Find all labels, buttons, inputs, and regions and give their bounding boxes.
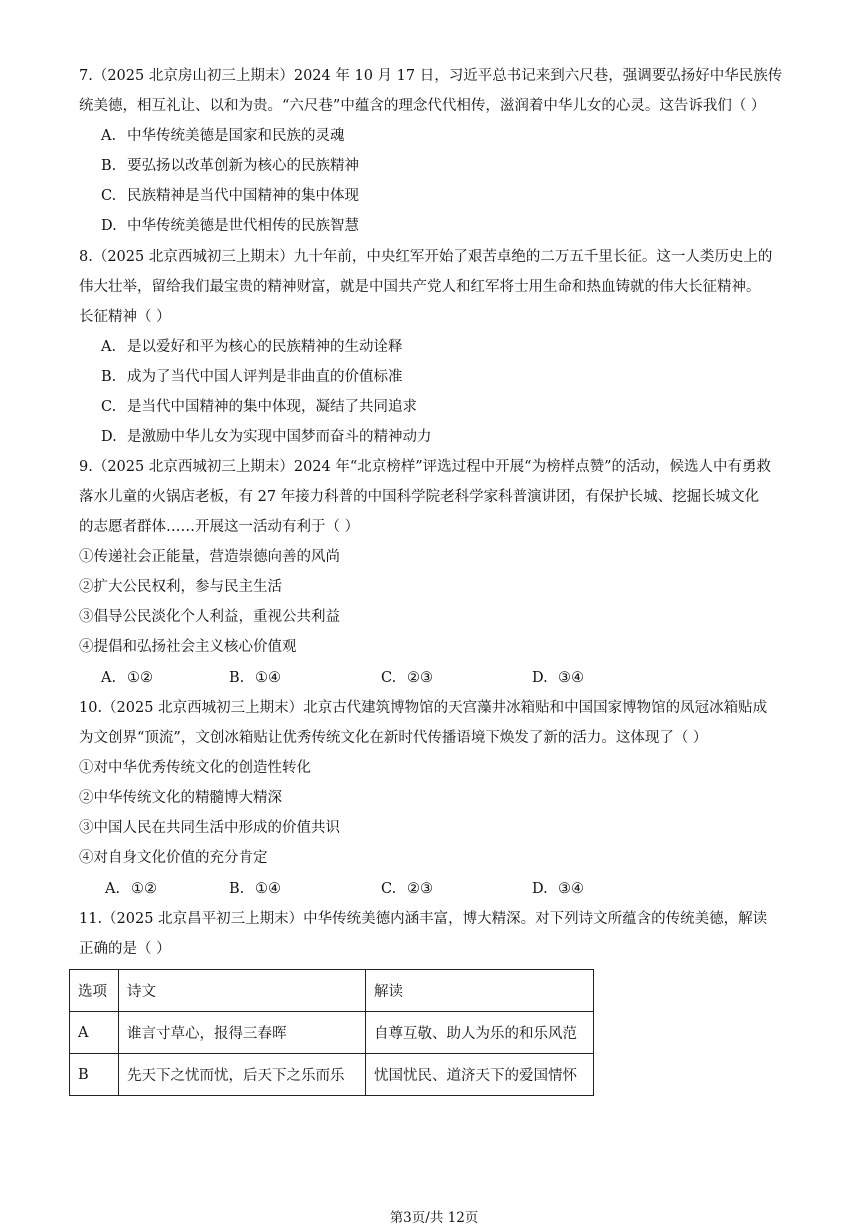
q11-stem-line-2: 正确的是（ ） (79, 941, 171, 957)
q9-item-2: ②扩大公民权利，参与民主生活 (79, 579, 282, 595)
q8-stem-line-2: 伟大壮举，留给我们最宝贵的精神财富，就是中国共产党人和红军将士用生命和热血铸就的伟大长征精神。 (79, 279, 761, 295)
q9-item-1: ①传递社会正能量，营造崇德向善的风尚 (79, 549, 340, 565)
q8-option-b: B. 成为了当代中国人评判是非曲直的价值标准 (101, 369, 403, 385)
q10-stem-line-2: 为文创界“顶流”，文创冰箱贴让优秀传统文化在新时代传播语境下焕发了新的活力。这体现了（ ） (79, 730, 708, 746)
q9-choice-a: A. ①② (101, 670, 153, 686)
q11-stem-line-1: 11.（2025 北京昌平初三上期末）中华传统美德内涵丰富，博大精深。对下列诗文所蕴含的传统美德，解读 (79, 911, 768, 927)
table-cell: 谁言寸草心，报得三春晖 (119, 1012, 366, 1054)
table-cell: B (70, 1054, 119, 1096)
q10-item-3: ③中国人民在共同生活中形成的价值共识 (79, 820, 340, 836)
table-cell: 忧国忧民、道济天下的爱国情怀 (366, 1054, 594, 1096)
q9-item-3: ③倡导公民淡化个人利益，重视公共利益 (79, 609, 340, 625)
q9-stem-line-1: 9.（2025 北京西城初三上期末）2024 年“北京榜样”评选过程中开展“为榜样点赞”的活动，候选人中有勇救 (79, 459, 772, 475)
q7-option-d: D. 中华传统美德是世代相传的民族智慧 (101, 218, 359, 234)
q8-option-c: C. 是当代中国精神的集中体现，凝结了共同追求 (101, 399, 417, 415)
q10-choice-b: B. ①④ (229, 881, 281, 897)
q7-option-a: A. 中华传统美德是国家和民族的灵魂 (101, 128, 345, 144)
q10-choice-c: C. ②③ (381, 881, 433, 897)
q7-option-b: B. 要弘扬以改革创新为核心的民族精神 (101, 158, 359, 174)
q10-item-2: ②中华传统文化的精髓博大精深 (79, 790, 282, 806)
q8-stem-line-1: 8.（2025 北京西城初三上期末）九十年前，中央红军开始了艰苦卓绝的二万五千里长征。这一人类历史上的 (79, 249, 773, 265)
table-header-row (70, 970, 594, 1012)
q10-item-1: ①对中华优秀传统文化的创造性转化 (79, 760, 311, 776)
q7-option-c: C. 民族精神是当代中国精神的集中体现 (101, 188, 359, 204)
q7-stem-line-2: 统美德，相互礼让、以和为贵。“六尺巷”中蕴含的理念代代相传，滋润着中华儿女的心灵。这告诉我们（ ） (79, 98, 766, 114)
page-footer: 第3页/共 12页 (389, 1210, 479, 1226)
q9-choice-c: C. ②③ (381, 670, 433, 686)
q10-choice-a: A. ①② (105, 881, 157, 897)
table-header-interpretation: 解读 (366, 970, 594, 1012)
table-row (70, 1012, 594, 1054)
q8-stem-line-3: 长征精神（ ） (79, 309, 171, 325)
table-header-poem: 诗文 (119, 970, 366, 1012)
q7-stem-line-1: 7.（2025 北京房山初三上期末）2024 年 10 月 17 日，习近平总书记来到六尺巷，强调要弘扬好中华民族传 (79, 68, 783, 84)
q9-stem-line-2: 落水儿童的火锅店老板，有 27 年接力科普的中国科学院老科学家科普演讲团，有保护长城、挖掘长城文化 (79, 489, 760, 505)
q9-stem-line-3: 的志愿者群体……开展这一活动有利于（ ） (79, 519, 360, 535)
q9-choice-b: B. ①④ (229, 670, 281, 686)
table-cell: 先天下之忧而忧，后天下之乐而乐 (119, 1054, 366, 1096)
table-row (70, 1054, 594, 1096)
q10-item-4: ④对自身文化价值的充分肯定 (79, 850, 268, 866)
q8-option-a: A. 是以爱好和平为核心的民族精神的生动诠释 (101, 339, 403, 355)
q11-table (69, 969, 594, 1096)
q9-choice-d: D. ③④ (532, 670, 584, 686)
table-header-option: 选项 (70, 970, 119, 1012)
table-cell: A (70, 1012, 119, 1054)
q10-stem-line-1: 10.（2025 北京西城初三上期末）北京古代建筑博物馆的天宫藻井冰箱贴和中国国家博物馆的凤冠冰箱贴成 (79, 700, 768, 716)
q9-item-4: ④提倡和弘扬社会主义核心价值观 (79, 639, 297, 655)
q10-choice-d: D. ③④ (532, 881, 584, 897)
q8-option-d: D. 是激励中华儿女为实现中国梦而奋斗的精神动力 (101, 429, 432, 445)
table-cell: 自尊互敬、助人为乐的和乐风范 (366, 1012, 594, 1054)
